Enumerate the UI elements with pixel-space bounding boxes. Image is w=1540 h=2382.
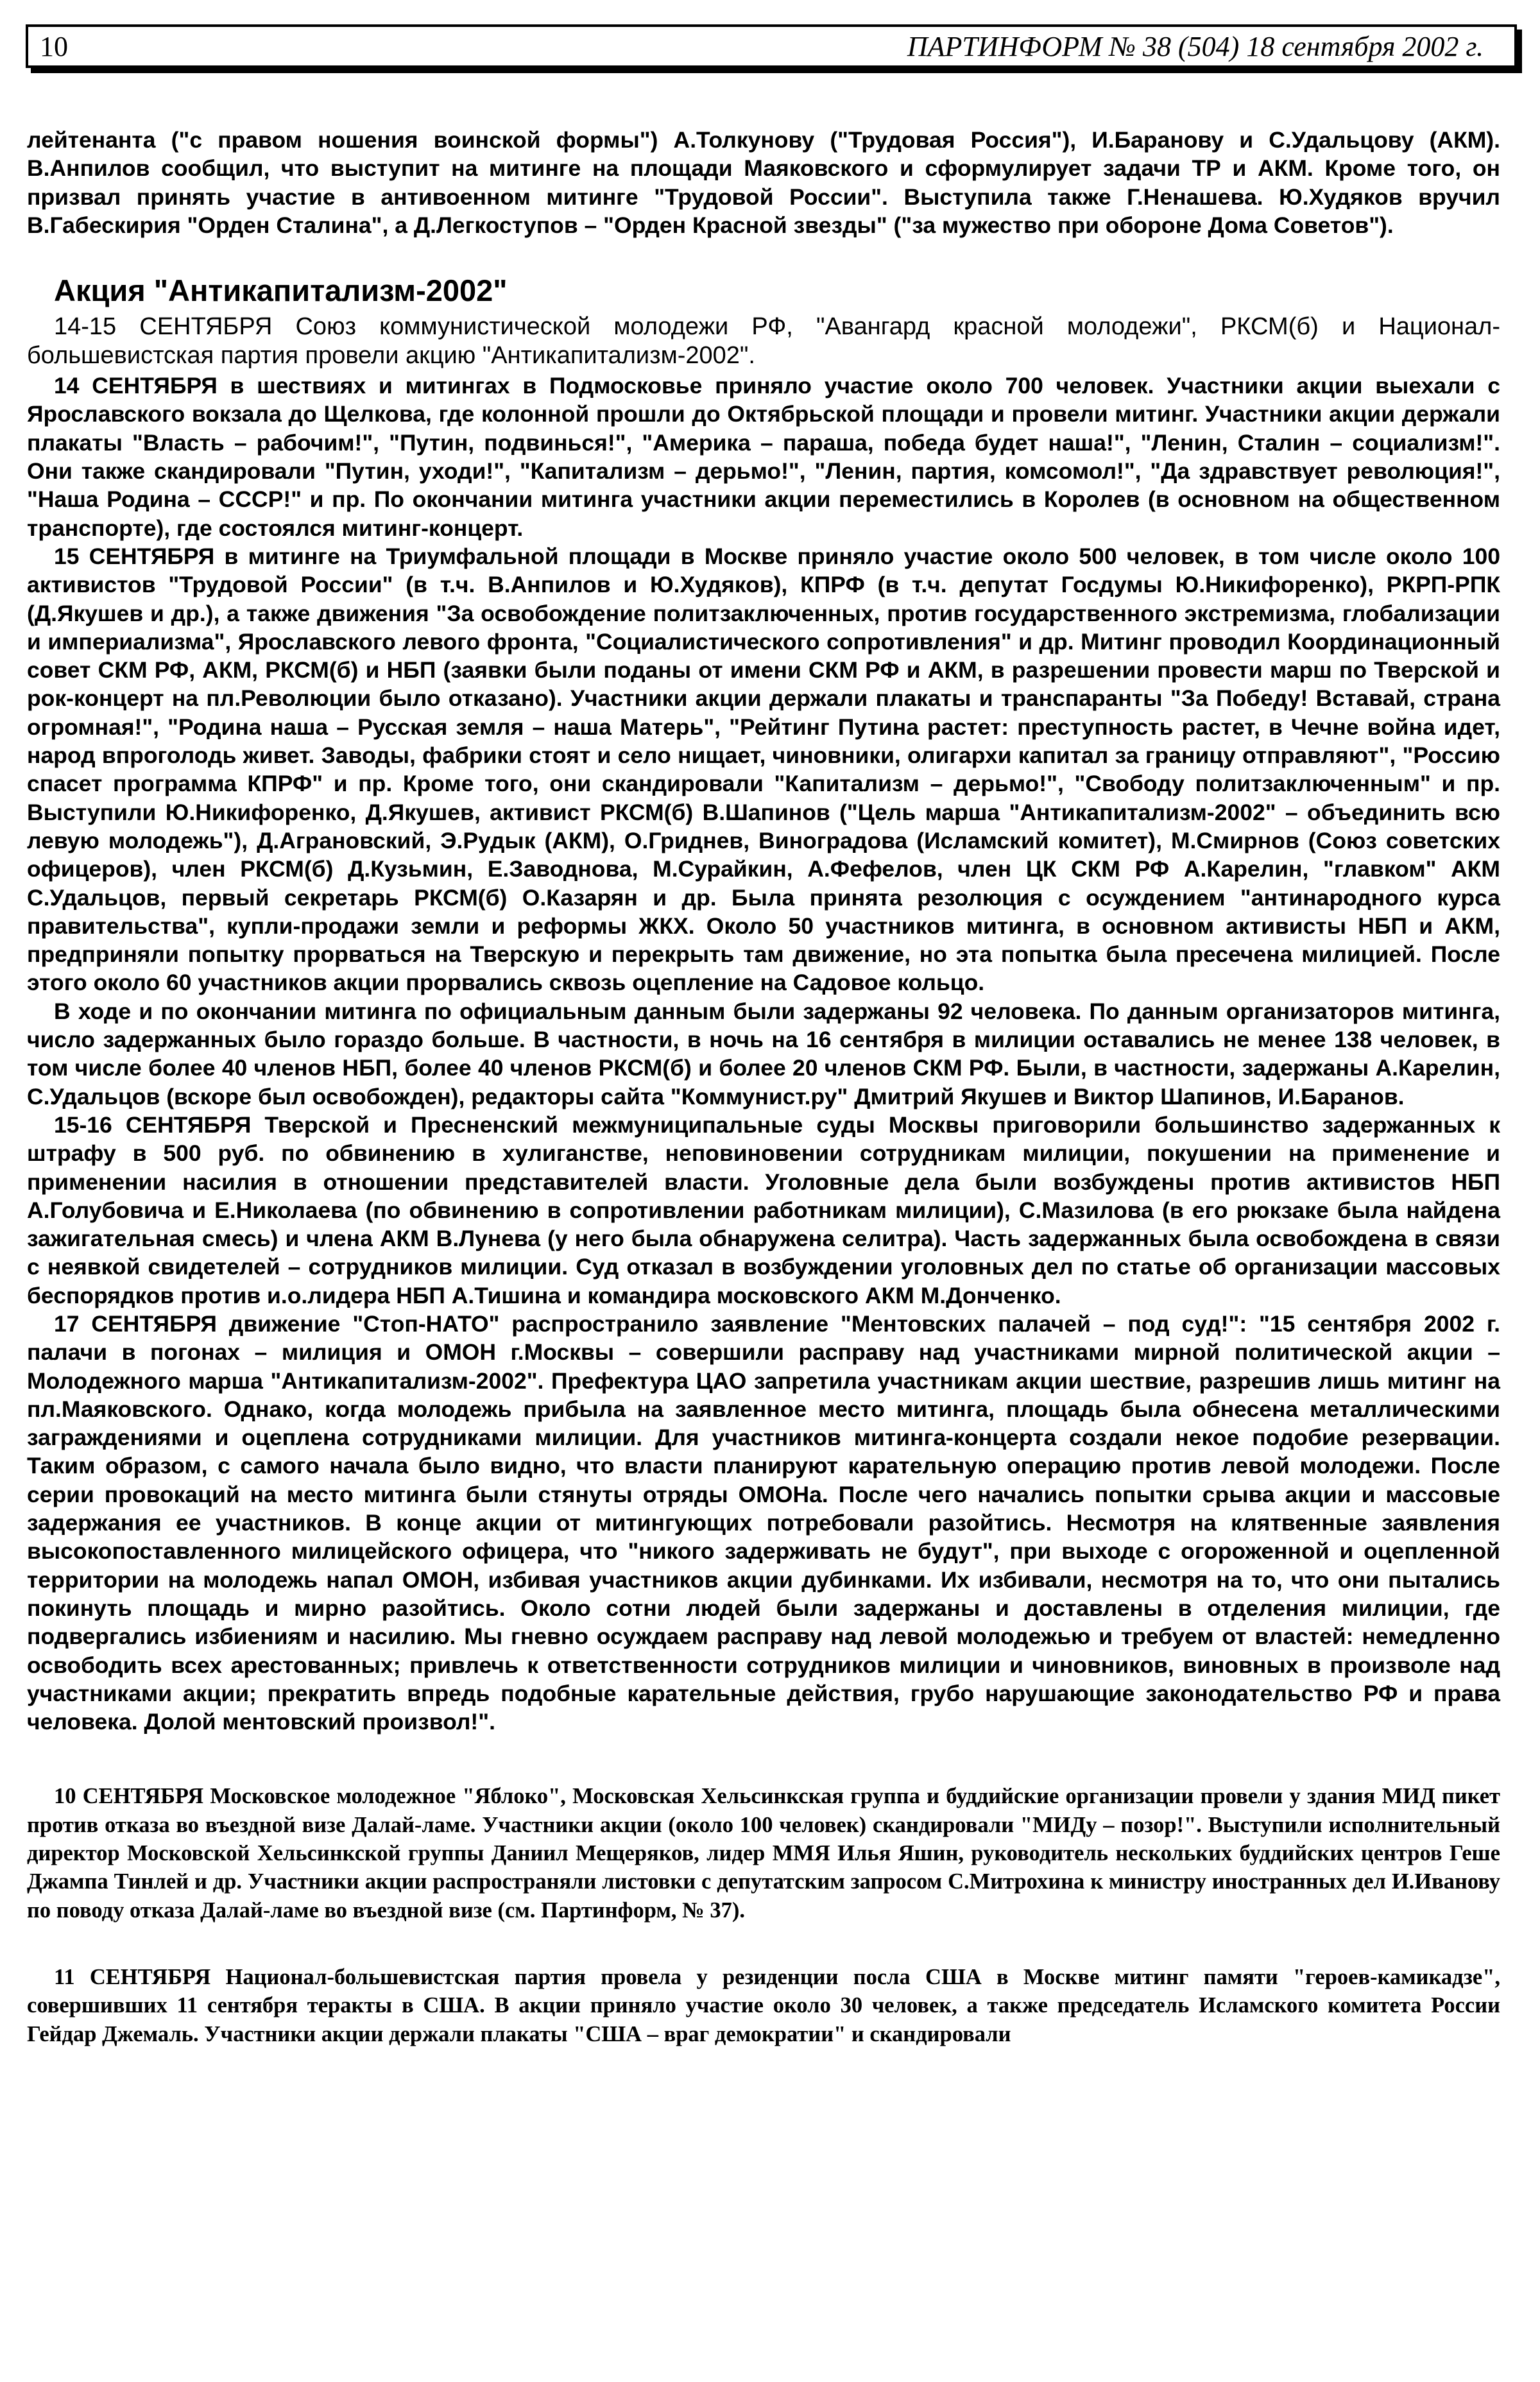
intro-paragraph: лейтенанта ("с правом ношения воинской формы") А.Толкунову ("Трудовая Россия"), И.Баранову и С.Удальцову (АКМ). В.Анпилов сообщил, что выступит на митинге на площади Маяковского и сформулирует задачи ТР и АКМ. Кроме того, он призвал принять участие в антивоенном митинге "Трудовой России". Выступила также Г.Ненашева. Ю.Худяков вручил В.Габескирия "Орден Сталина", а Д.Легкоступов – "Орден Красной звезды" ("за мужество при обороне Дома Советов"). [27,127,1500,238]
paragraph-sept-11: 11 СЕНТЯБРЯ Национал-большевистская партия провела у резиденции посла США в Москве митинг памяти "героев-камикадзе", совершивших 11 сентября теракты в США. В акции приняло участие около 30 человек, а также председатель Исламского комитета России Гейдар Джемаль. Участники акции держали плакаты "США – враг демократии" и скандировали [27,1964,1500,2046]
paragraph-sept-15-16: 15-16 СЕНТЯБРЯ Тверской и Пресненский межмуниципальные суды Москвы приговорили большинство задержанных к штрафу в 500 руб. по обвинению в хулиганстве, неповиновении сотрудникам милиции, покушении на применение и применении насилия в отношении представителей власти. Уголовные дела были возбуждены против активистов НБП А.Голубовича и Е.Николаева (по обвинению в сопротивлении работникам милиции), С.Мазилова (в его рюкзаке была найдена зажигательная смесь) и члена АКМ В.Лунева (у него была обнаружена селитра). Часть задержанных была освобождена в связи с неявкой свидетелей – сотрудников милиции. Суд отказал в возбуждении уголовных дел по статье об организации массовых беспорядков против и.о.лидера НБП А.Тишина и командира московского АКМ М.Донченко. [27,1111,1500,1308]
section-lead: 14-15 СЕНТЯБРЯ Союз коммунистической молодежи РФ, "Авангард красной молодежи", РКСМ(б) и Национал-большевистская партия провели акцию "Антикапитализм-2002". [27,313,1500,370]
paragraph-sept-10: 10 СЕНТЯБРЯ Московское молодежное "Яблоко", Московская Хельсинкская группа и буддийские организации провели у здания МИД пикет против отказа во въездной визе Далай-ламе. Участники акции (около 100 человек) скандировали "МИДу – позор!". Выступили исполнительный директор Московской Хельсинкской группы Даниил Мещеряков, лидер ММЯ Илья Яшин, руководитель нескольких буддийских центров Геше Джампа Тинлей и др. Участники акции распространяли листовки с депутатским запросом С.Митрохина к министру иностранных дел И.Иванову по поводу отказа Далай-ламе во въездной визе (см. Партинформ, № 37). [27,1784,1500,1923]
section-title: Акция "Антикапитализм-2002" [54,273,508,308]
paragraph-detentions: В ходе и по окончании митинга по официальным данным были задержаны 92 человека. По данным организаторов митинга, число задержанных было гораздо больше. В частности, в ночь на 16 сентября в милиции оставались не менее 138 человек, в том числе более 40 членов НБП, более 40 членов РКСМ(б) и более 20 членов СКМ РФ. Были, в частности, задержаны А.Карелин, С.Удальцов (вскоре был освобожден), редакторы сайта "Коммунист.ру" Дмитрий Якушев и Виктор Шапинов, И.Баранов. [27,998,1500,1110]
masthead: ПАРТИНФОРМ № 38 (504) 18 сентября 2002 г. [907,31,1484,62]
paragraph-sept-15: 15 СЕНТЯБРЯ в митинге на Триумфальной площади в Москве приняло участие около 500 человек, в том числе около 100 активистов "Трудовой России" (в т.ч. В.Анпилов и Ю.Худяков), КПРФ (в т.ч. депутат Госдумы Ю.Никифоренко), РКРП-РПК (Д.Якушев и др.), а также движения "За освобождение политзаключенных, против государственного экстремизма, глобализации и империализма", Ярославского левого фронта, "Социалистического сопротивления" и др. Митинг проводил Координационный совет СКМ РФ, АКМ, РКСМ(б) и НБП (заявки были поданы от имени СКМ РФ и АКМ, в разрешении провести марш по Тверской и рок-концерт на пл.Революции было отказано). Участники акции держали плакаты и транспаранты "За Победу! Вставай, страна огромная!", "Родина наша – Русская земля – наша Матерь", "Рейтинг Путина растет: преступность растет, в Чечне война идет, народ впроголодь живет. Заводы, фабрики стоят и село нищает, чиновники, олигархи капитал за границу отправляют", "Россию спасет программа КПРФ" и пр. Кроме того, они скандировали "Капитализм – дерьмо!", "Свободу политзаключенным" и пр. Выступили Ю.Никифоренко, Д.Якушев, активист РКСМ(б) В.Шапинов ("Цель марша "Антикапитализм-2002" – объединить всю левую молодежь"), Д.Аграновский, Э.Рудык (АКМ), О.Гриднев, Виноградова (Исламский комитет), М.Смирнов (Союз советских офицеров), член РКСМ(б) Д.Кузьмин, Е.Заводнова, М.Сурайкин, А.Фефелов, член ЦК СКМ РФ А.Карелин, "главком" АКМ С.Удальцов, первый секретарь РКСМ(б) О.Казарян и др. Была принята резолюция с осуждением "антинародного курса правительства", купли-продажи земли и реформы ЖКХ. Около 50 участников митинга, в основном активисты НБП и АКМ, предприняли попытку прорваться на Тверскую и перекрыть там движение, но эта попытка была пресечена милицией. После этого около 60 участников акции прорвались сквозь оцепление на Садовое кольцо. [27,543,1500,996]
paragraph-sept-17: 17 СЕНТЯБРЯ движение "Стоп-НАТО" распространило заявление "Ментовских палачей – под суд!": "15 сентября 2002 г. палачи в погонах – милиция и ОМОН г.Москвы – совершили расправу над участниками мирной политической акции – Молодежного марша "Антикапитализм-2002". Префектура ЦАО запретила участникам акции шествие, разрешив лишь митинг на пл.Маяковского. Однако, когда молодежь прибыла на заявленное место митинга, площадь была обнесена металлическими заграждениями и оцеплена сотрудниками милиции. Для участников митинга-концерта создали некое подобие резервации. Таким образом, с самого начала было видно, что власти планируют карательную операцию против левой молодежи. После серии провокаций на место митинга были стянуты отряды ОМОНа. После чего начались попытки срыва акции и массовые задержания ее участников. В конце акции от митингующих потребовали разойтись. Несмотря на клятвенные заявления высокопоставленного милицейского офицера, что "никого задерживать не будут", при выходе с огороженной и оцепленной территории на молодежь напал ОМОН, избивая участников акции дубинками. Их избивали, несмотря на то, что они пытались покинуть площадь и мирно разойтись. Около сотни людей были задержаны и доставлены в отделения милиции, где подвергались избиениям и насилию. Мы гневно осуждаем расправу над левой молодежью и требуем от властей: немедленно освободить всех арестованных; привлечь к ответственности сотрудников милиции и чиновников, виновных в произволе над участниками акции; прекратить впредь подобные карательные действия, грубо нарушающие законодательство РФ и права человека. Долой ментовский произвол!". [27,1310,1500,1735]
page-header [26,24,1517,68]
article-body [27,126,1500,2048]
page-number: 10 [40,31,68,62]
paragraph-sept-14: 14 СЕНТЯБРЯ в шествиях и митингах в Подмосковье приняло участие около 700 человек. Участники акции выехали с Ярославского вокзала до Щелкова, где колонной прошли до Октябрьской площади и провели митинг. Участники акции держали плакаты "Власть – рабочим!", "Путин, подвинься!", "Америка – параша, победа будет наша!", "Ленин, Сталин – социализм!". Они также скандировали "Путин, уходи!", "Капитализм – дерьмо!", "Ленин, партия, комсомол!", "Да здравствует революция!", "Наша Родина – СССР!" и пр. По окончании митинга участники акции переместились в Королев (в основном на общественном транспорте), где состоялся митинг-концерт. [27,373,1500,541]
